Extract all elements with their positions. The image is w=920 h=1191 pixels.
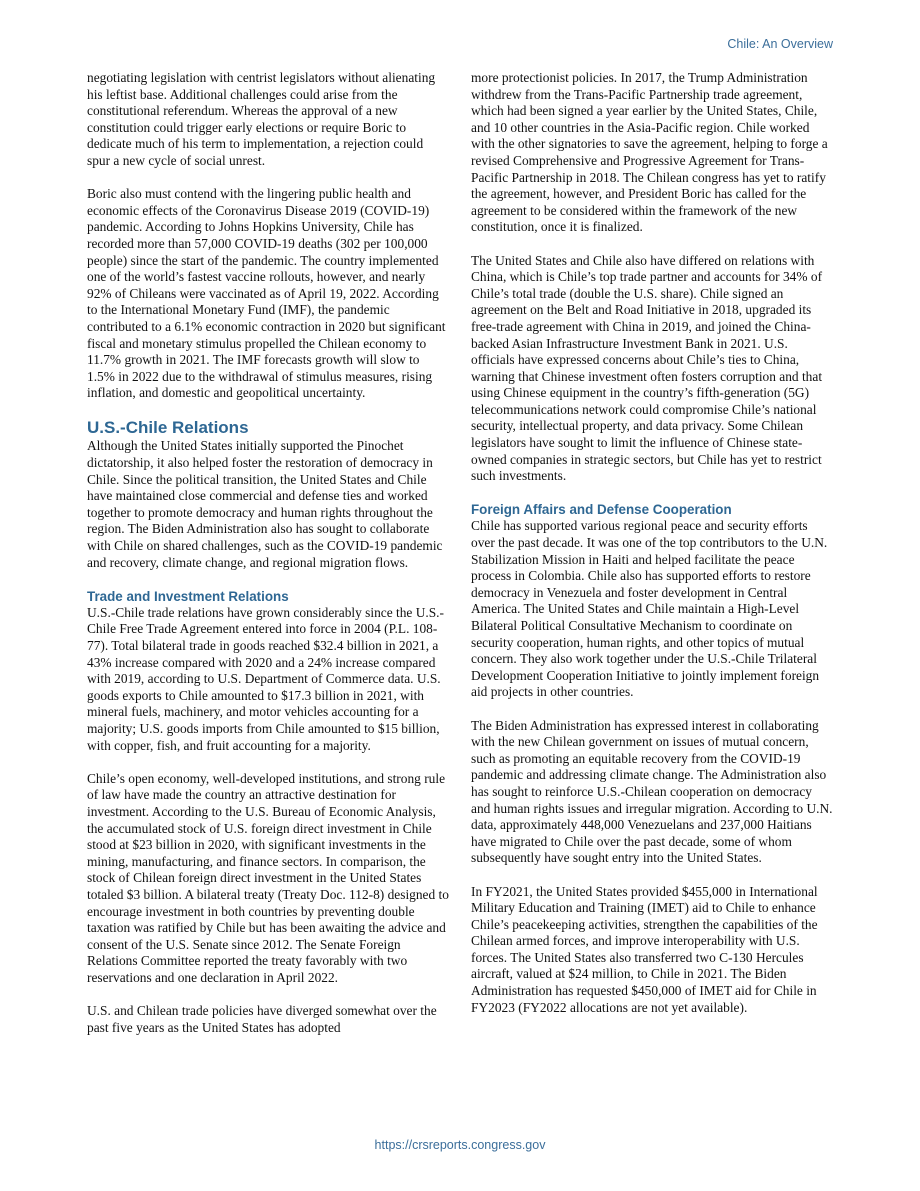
- body-paragraph: Boric also must contend with the lingering public health and economic effects of the Coronavirus Disease 2019 (COVID-19) pandemic. According to Johns Hopkins University, Chile has recorded more than 57,000 COVID-19 deaths (302 per 100,000 people) since the start of the pandemic. The country implemented one of the world’s fastest vaccine rollouts, however, and nearly 92% of Chileans were vaccinated as of April 19, 2022. According to the International Monetary Fund (IMF), the pandemic contributed to a 6.1% economic contraction in 2020 but significant fiscal and monetary stimulus propelled the Chilean economy to 11.7% growth in 2021. The IMF forecasts growth will slow to 1.5% in 2022 due to the withdrawal of stimulus measures, rising inflation, and domestic and geopolitical uncertainty.: [87, 186, 446, 401]
- left-column: [87, 70, 449, 1036]
- body-paragraph: Chile’s open economy, well-developed institutions, and strong rule of law have made the country an attractive destination for investment. According to the U.S. Bureau of Economic Analysis, the accumulated stock of U.S. foreign direct investment in Chile stood at $23 billion in 2020, with significant investments in the mining, manufacturing, and finance sectors. In comparison, the stock of Chilean foreign direct investment in the United States totaled $3 billion. A bilateral treaty (Treaty Doc. 112-8) designed to encourage investment in both countries by preventing double taxation was ratified by Chile but has been awaiting the advice and consent of the U.S. Senate since 2012. The Senate Foreign Relations Committee reported the treaty favorably with two reservations and one declaration in April 2022.: [87, 770, 449, 985]
- body-paragraph: U.S.-Chile trade relations have grown considerably since the U.S.-Chile Free Trade Agreement entered into force in 2004 (P.L. 108-77). Total bilateral trade in goods reached $32.4 billion in 2021, a 43% increase compared with 2020 and a 24% increase compared with 2019, according to U.S. Department of Commerce data. U.S. goods exports to Chile amounted to $17.3 billion in 2021, with mineral fuels, machinery, and motor vehicles accounting for a majority; U.S. goods imports from Chile amounted to $15 billion, with copper, fish, and fruit accounting for a majority.: [87, 604, 444, 753]
- section-heading-us-chile-relations: U.S.-Chile Relations: [87, 418, 249, 438]
- body-paragraph: The Biden Administration has expressed interest in collaborating with the new Chilean government on issues of mutual concern, such as promoting an equitable recovery from the COVID-19 pandemic and addressing climate change. The Administration also has sought to reinforce U.S.-Chilean cooperation on democracy and human rights issues and irregular migration. According to U.N. data, approximately 448,000 Venezuelans and 237,000 Haitians have migrated to Chile over the past decade, some of whom subsequently have sought entry into the United States.: [471, 717, 833, 866]
- body-paragraph: In FY2021, the United States provided $455,000 in International Military Education and Training (IMET) aid to Chile to enhance Chile’s peacekeeping activities, strengthen the capabilities of the Chilean armed forces, and improve interoperability with U.S. forces. The United States also transferred two C-130 Hercules aircraft, valued at $24 million, to Chile in 2021. The Biden Administration has requested $450,000 of IMET aid for Chile in FY2023 (FY2022 allocations are not yet available).: [471, 883, 818, 1015]
- body-paragraph: Although the United States initially supported the Pinochet dictatorship, it also helped foster the restoration of democracy in Chile. Since the political transition, the United States and Chile have maintained close commercial and defense ties and worked together to promote democracy and human rights throughout the region. The Biden Administration also has sought to collaborate with Chile on shared challenges, such as the COVID-19 pandemic and recovery, climate change, and regional migration flows.: [87, 438, 443, 570]
- body-paragraph: U.S. and Chilean trade policies have diverged somewhat over the past five years as the United States has adopted: [87, 1003, 437, 1035]
- running-header-title: Chile: An Overview: [727, 37, 833, 51]
- body-paragraph: negotiating legislation with centrist legislators without alienating his leftist base. Additional challenges could arise from the constitutional referendum. Whereas the approval of a new constitution could trigger early elections or require Boric to dedicate much of his term to implementation, a rejection could spur a new cycle of social unrest.: [87, 70, 436, 168]
- body-paragraph: more protectionist policies. In 2017, the Trump Administration withdrew from the Trans-Pacific Partnership trade agreement, which had been signed a year earlier by the United States, Chile, and 10 other countries in the Asia-Pacific region. Chile worked with the other signatories to save the agreement, helping to forge a revised Comprehensive and Progressive Agreement for Trans-Pacific Partnership in 2018. The Chilean congress has yet to ratify the agreement, however, and President Boric has called for the agreement to be considered within the framework of the new constitution, once it is finalized.: [471, 70, 828, 235]
- footer-crs-link[interactable]: https://crsreports.congress.gov: [374, 1138, 546, 1152]
- subheading-foreign-affairs-defense: Foreign Affairs and Defense Cooperation: [471, 502, 732, 518]
- subheading-trade-investment: Trade and Investment Relations: [87, 588, 289, 604]
- body-paragraph: The United States and Chile also have differed on relations with China, which is Chile’s top trade partner and accounts for 34% of Chile’s total trade (double the U.S. share). Chile signed an agreement on the Belt and Road Initiative in 2018, upgraded its free-trade agreement with China in 2019, and joined the China-backed Asian Infrastructure Investment Bank in 2021. U.S. officials have expressed concerns about Chile’s ties to China, warning that Chinese investment often fosters corruption and that using Chinese equipment in the country’s fifth-generation (5G) telecommunications network could compromise Chile’s national security, intellectual property, and data privacy. Some Chilean legislators have sought to limit the influence of Chinese state-owned companies in strategic sectors, but Chile has yet to restrict such investments.: [471, 252, 823, 484]
- right-column: [471, 70, 833, 1016]
- body-paragraph: Chile has supported various regional peace and security efforts over the past decade. It was one of the top contributors to the U.N. Stabilization Mission in Haiti and helped facilitate the peace process in Colombia. Chile also has supported efforts to restore democracy in Venezuela and foster development in Central America. The United States and Chile maintain a High-Level Bilateral Political Consultative Mechanism to coordinate on security cooperation, human rights, and other topics of mutual concern. They also work together under the U.S.-Chile Trilateral Development Cooperation Initiative to jointly implement foreign aid projects in other countries.: [471, 518, 828, 700]
